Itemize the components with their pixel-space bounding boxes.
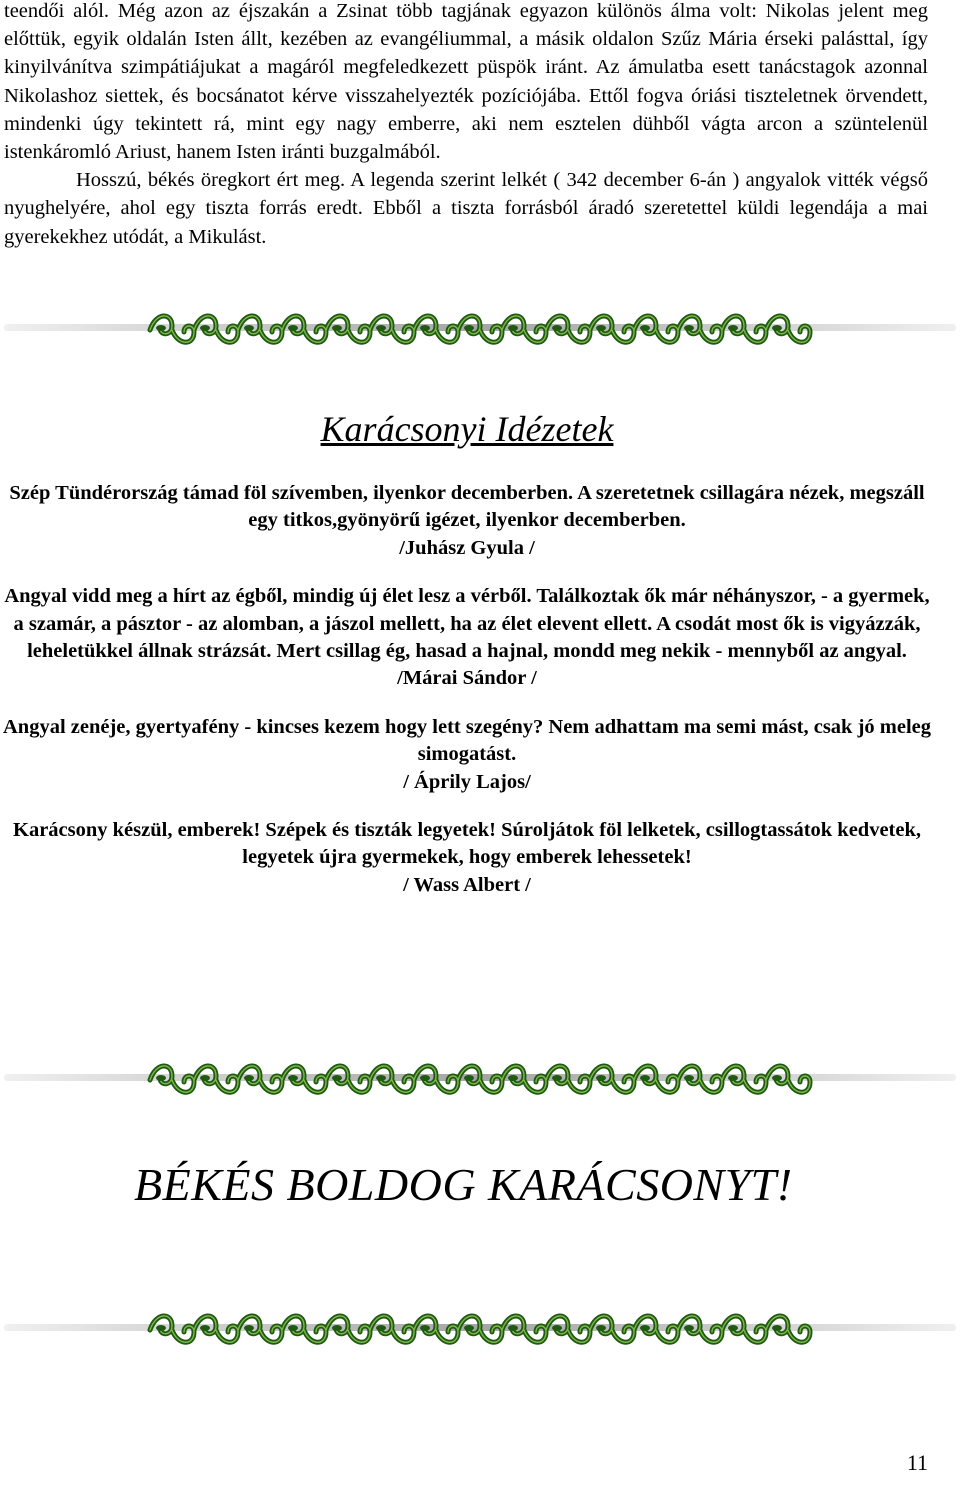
- quote-block: [0, 480, 934, 562]
- quote-text: Karácsony készül, emberek! Szépek és tiszták legyetek! Súroljátok föl lelketek, csillogtassátok kedvetek, legyetek újra gyermekek, hogy emberek lehessetek!: [13, 819, 921, 869]
- leaf-dot: [684, 325, 694, 331]
- quote-author: /Márai Sándor /: [397, 667, 537, 690]
- leaf-dot: [156, 1325, 166, 1331]
- leaf-dot: [772, 1325, 782, 1331]
- intro-paragraph: teendői alól. Még azon az éjszakán a Zsinat több tagjának egyazon különös álma volt: Nikolas jelent meg előttük, egyik oldalán Isten állt, kezében az evangéliummal, a másik oldalon Szűz Mária érseki palásttal, így kinyilvánítva szimpátiájukat a magáról megfeledkezett püspök iránt. Az ámulatba esett tanácstagok azonnal Nikolashoz siettek, és bocsánatot kérve visszahelyezték pozíciójába. Ettől fogva óriási tiszteletnek örvendett, mindenki úgy tekintett rá, mint egy nagy emberre, aki nem esztelen dühből vágta arcon a szüntelenül istenkáromló Ariust, hanem Isten iránti buzgalmából.: [4, 0, 928, 164]
- quote-text: Angyal vidd meg a hírt az égből, mindig új élet lesz a vérből. Találkoztak ők már néhányszor, - a gyermek, a szamár, a pásztor - az alomban, a jászol mellett, ha az élet elevent ellett. A csodát most ők is vigyázzák, leheletükkel állnak strázsát. Mert csillag ég, hasad a hajnal, mondd meg nekik - mennyből az angyal.: [4, 585, 930, 663]
- ornament-graphic: [0, 1050, 960, 1106]
- leaf-dot: [464, 325, 474, 331]
- ornamental-divider: [0, 300, 960, 356]
- leaf-dot: [420, 1075, 430, 1081]
- leaf-dot: [288, 325, 298, 331]
- leaf-dot: [596, 1075, 606, 1081]
- leaf-dot: [332, 325, 342, 331]
- leaf-dot: [200, 325, 210, 331]
- intro-text: [4, 0, 928, 251]
- quote-text: Szép Tündérország támad föl szívemben, ilyenkor decemberben. A szeretetnek csillagára nézek, megszáll egy titkos,gyönyörű igézet, ilyenkor decemberben.: [9, 482, 925, 532]
- leaf-dot: [156, 1075, 166, 1081]
- leaf-dot: [508, 1325, 518, 1331]
- leaf-dot: [596, 325, 606, 331]
- leaf-dot: [288, 1325, 298, 1331]
- leaf-dot: [508, 325, 518, 331]
- quote-author: / Wass Albert /: [403, 873, 531, 896]
- leaf-dot: [244, 325, 254, 331]
- leaf-dot: [332, 1325, 342, 1331]
- leaf-dot: [288, 1075, 298, 1081]
- ornament-graphic: [0, 1300, 960, 1356]
- leaf-dot: [244, 1075, 254, 1081]
- leaf-dot: [376, 325, 386, 331]
- leaf-dot: [552, 1325, 562, 1331]
- quote-block: [0, 817, 934, 899]
- leaf-dot: [640, 1325, 650, 1331]
- quote-author: /Juhász Gyula /: [399, 536, 535, 559]
- intro-paragraph: Hosszú, békés öregkort ért meg. A legenda szerint lelkét ( 342 december 6-án ) angyalok vitték végső nyughelyére, ahol egy tiszta forrás eredt. Ebből a tiszta forrásból áradó szeretettel küldi legendája a mai gyerekekhez utódát, a Mikulást.: [4, 169, 928, 248]
- leaf-dot: [640, 325, 650, 331]
- ornament-graphic: [0, 300, 960, 356]
- quote-block: [0, 583, 934, 693]
- leaf-dot: [640, 1075, 650, 1081]
- leaf-dot: [596, 1325, 606, 1331]
- leaf-dot: [728, 325, 738, 331]
- leaf-dot: [684, 1325, 694, 1331]
- leaf-dot: [772, 325, 782, 331]
- leaf-dot: [508, 1075, 518, 1081]
- leaf-dot: [728, 1325, 738, 1331]
- leaf-dot: [376, 1075, 386, 1081]
- leaf-dot: [552, 325, 562, 331]
- leaf-dot: [772, 1075, 782, 1081]
- page-number: 11: [906, 1450, 928, 1475]
- leaf-dot: [200, 1325, 210, 1331]
- ornamental-divider: [0, 1300, 960, 1356]
- leaf-dot: [552, 1075, 562, 1081]
- leaf-dot: [200, 1075, 210, 1081]
- leaf-dot: [728, 1075, 738, 1081]
- section-heading: Karácsonyi Idézetek: [320, 409, 614, 449]
- quote-text: Angyal zenéje, gyertyafény - kincses kezem hogy lett szegény? Nem adhattam ma semi mást, csak jó meleg simogatást.: [3, 715, 931, 766]
- leaf-dot: [156, 325, 166, 331]
- leaf-dot: [464, 1325, 474, 1331]
- leaf-dot: [332, 1075, 342, 1081]
- ornamental-divider: [0, 1050, 960, 1106]
- quote-block: [0, 714, 934, 796]
- quotes-section: [0, 480, 934, 920]
- leaf-dot: [420, 325, 430, 331]
- leaf-dot: [376, 1325, 386, 1331]
- quote-author: / Áprily Lajos/: [403, 770, 531, 793]
- leaf-dot: [420, 1325, 430, 1331]
- leaf-dot: [464, 1075, 474, 1081]
- leaf-dot: [244, 1325, 254, 1331]
- leaf-dot: [684, 1075, 694, 1081]
- christmas-greeting: BÉKÉS BOLDOG KARÁCSONYT!: [134, 1159, 793, 1210]
